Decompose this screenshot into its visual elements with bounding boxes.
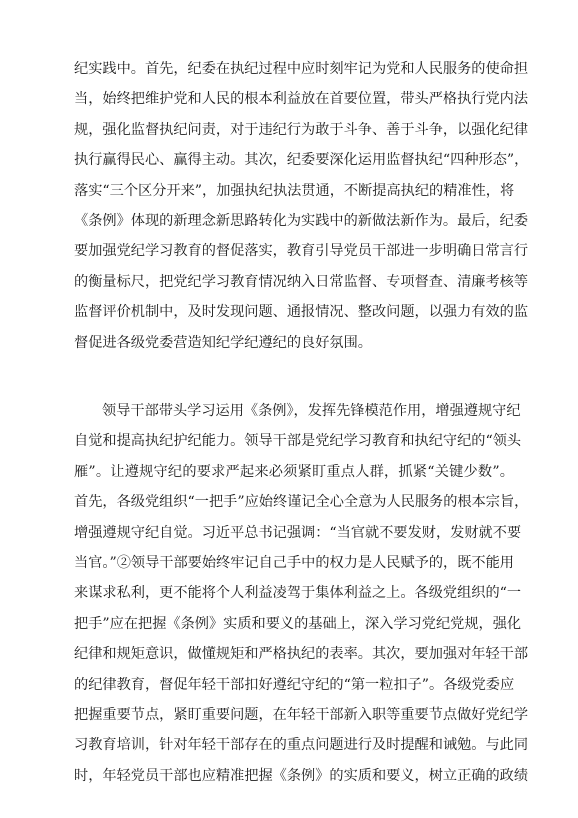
text-line: 当官。”②领导干部要始终牢记自己手中的权力是人民赋予的，既不能用 bbox=[74, 554, 514, 571]
text-line: 自觉和提高执纪护纪能力。领导干部是党纪学习教育和执纪守纪的“领头 bbox=[74, 433, 522, 450]
text-line: 首先，各级党组织“一把手”应始终谨记全心全意为人民服务的根本宗旨， bbox=[74, 494, 529, 511]
text-line: 纪律和规矩意识，做懂规矩和严格执纪的表率。其次，要加强对年轻干部 bbox=[74, 646, 529, 663]
text-line: 领导干部带头学习运用《条例》，发挥先锋模范作用，增强遵规守纪 bbox=[102, 403, 521, 419]
text-line: 督促进各级党委营造知纪学纪遵纪的良好氛围。 bbox=[74, 334, 372, 351]
text-line: 当，始终把维护党和人民的根本利益放在首要位置，带头严格执行党内法 bbox=[74, 91, 529, 108]
text-line: 落实“三个区分开来”，加强执纪执法贯通，不断提高执纪的精准性，将 bbox=[74, 182, 515, 199]
text-line: 的衡量标尺，把党纪学习教育情况纳入日常监督、专项督查、清廉考核等 bbox=[74, 273, 529, 290]
text-line: 雁”。让遵规守纪的要求严起来必须紧盯重点人群，抓紧“关键少数”。 bbox=[74, 463, 514, 480]
text-line: 规，强化监督执纪问责，对于违纪行为敢于斗争、善于斗争，以强化纪律 bbox=[74, 121, 529, 138]
text-line: 执行赢得民心、赢得主动。其次，纪委要深化运用监督执纪“四种形态”， bbox=[74, 152, 529, 169]
text-line: 纪实践中。首先，纪委在执纪过程中应时刻牢记为党和人民服务的使命担 bbox=[74, 61, 529, 77]
text-line: 增强遵规守纪自觉。习近平总书记强调：“当官就不要发财，发财就不要 bbox=[74, 524, 522, 541]
text-line: 习教育培训，针对年轻干部存在的重点问题进行及时提醒和诫勉。与此同 bbox=[74, 737, 529, 754]
text-line: 要加强党纪学习教育的督促落实，教育引导党员干部进一步明确日常言行 bbox=[74, 243, 529, 260]
paragraph-leading-cadres bbox=[74, 396, 529, 791]
text-line: 监督评价机制中，及时发现问题、通报情况、整改问题，以强力有效的监 bbox=[74, 304, 529, 321]
paragraph-discipline-commission bbox=[74, 54, 529, 358]
text-line: 《条例》体现的新理念新思路转化为实践中的新做法新作为。最后，纪委 bbox=[74, 212, 529, 229]
text-line: 来谋求私利，更不能将个人利益凌驾于集体利益之上。各级党组织的“一 bbox=[74, 585, 522, 602]
text-line: 时，年轻党员干部也应精准把握《条例》的实质和要义，树立正确的政绩 bbox=[74, 767, 529, 784]
text-line: 把手”应在把握《条例》实质和要义的基础上，深入学习党纪党规，强化 bbox=[74, 615, 522, 632]
text-line: 的纪律教育，督促年轻干部扣好遵纪守纪的“第一粒扣子”。各级党委应 bbox=[74, 676, 515, 693]
text-line: 把握重要节点，紧盯重要问题，在年轻干部新入职等重要节点做好党纪学 bbox=[74, 706, 529, 723]
